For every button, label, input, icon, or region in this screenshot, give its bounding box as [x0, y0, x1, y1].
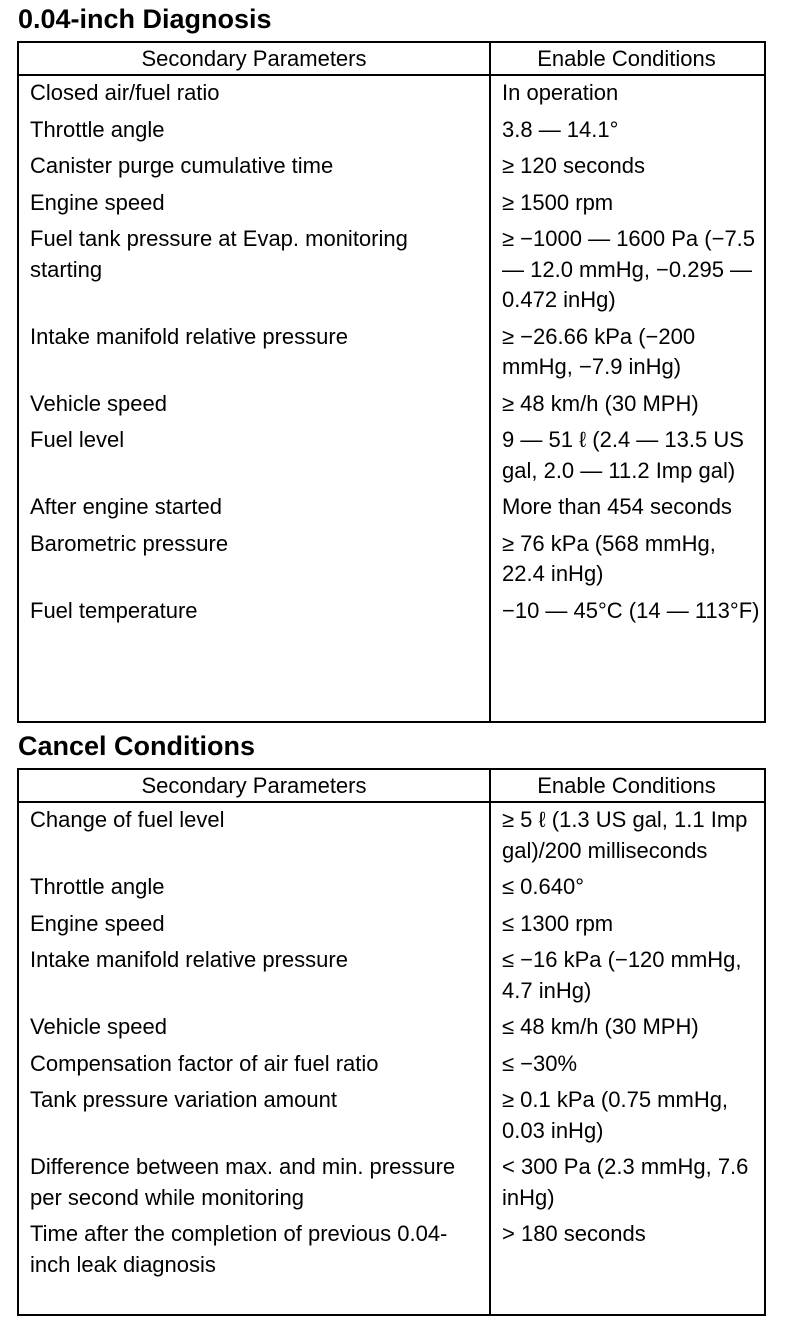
param-cell: Barometric pressure: [30, 530, 229, 556]
cancel-conditions-table: [17, 768, 766, 1316]
condition-cell: 3.8 — 14.1°: [502, 116, 619, 142]
condition-cell: ≤ −30%: [502, 1050, 578, 1076]
param-cell: Throttle angle: [30, 116, 165, 142]
condition-cell: ≥ −26.66 kPa (−200 mmHg, −7.9 inHg): [502, 323, 696, 379]
section-title-diagnosis: 0.04-inch Diagnosis: [18, 4, 272, 34]
table-row: [19, 389, 764, 420]
table-row: [19, 1012, 764, 1043]
param-cell: Time after the completion of previous 0.04-inch leak diagnosis: [30, 1221, 448, 1277]
header-enable-conditions: Enable Conditions: [537, 46, 716, 71]
table-row: [19, 115, 764, 146]
condition-cell: ≤ 1300 rpm: [502, 910, 614, 936]
table-row: [19, 805, 764, 866]
section-title-cancel: Cancel Conditions: [18, 731, 256, 761]
condition-cell: ≥ 5 ℓ (1.3 US gal, 1.1 Imp gal)/200 milliseconds: [502, 807, 748, 863]
table-header: [19, 770, 764, 803]
table-row: [19, 224, 764, 316]
table-row: [19, 322, 764, 383]
param-cell: Tank pressure variation amount: [30, 1087, 337, 1112]
table-row: [19, 492, 764, 523]
condition-cell: ≤ 48 km/h (30 MPH): [502, 1014, 699, 1039]
condition-cell: In operation: [502, 80, 619, 105]
table-row: [19, 1152, 764, 1213]
condition-cell: −10 — 45°C (14 — 113°F): [502, 597, 760, 623]
param-cell: Closed air/fuel ratio: [30, 80, 220, 105]
table-row: [19, 151, 764, 182]
table-row: [19, 425, 764, 486]
param-cell: After engine started: [30, 494, 223, 519]
condition-cell: ≥ 1500 rpm: [502, 189, 614, 215]
param-cell: Difference between max. and min. pressure per second while monitoring: [30, 1154, 456, 1210]
header-enable-conditions: Enable Conditions: [537, 773, 716, 798]
param-cell: Engine speed: [30, 910, 165, 936]
param-cell: Throttle angle: [30, 874, 165, 899]
table-row: [19, 188, 764, 219]
condition-cell: ≥ 76 kPa (568 mmHg, 22.4 inHg): [502, 530, 716, 586]
table-row: [19, 1085, 764, 1146]
param-cell: Intake manifold relative pressure: [30, 323, 348, 349]
table-row: [19, 529, 764, 590]
table-row: [19, 596, 764, 627]
condition-cell: ≤ −16 kPa (−120 mmHg, 4.7 inHg): [502, 947, 742, 1003]
condition-cell: 9 — 51 ℓ (2.4 — 13.5 US gal, 2.0 — 11.2 Imp gal): [502, 427, 744, 483]
param-cell: Canister purge cumulative time: [30, 153, 334, 178]
header-secondary-parameters: Secondary Parameters: [141, 46, 367, 71]
table-row: [19, 909, 764, 940]
param-cell: Change of fuel level: [30, 807, 225, 832]
table-row: [19, 1219, 764, 1280]
condition-cell: > 180 seconds: [502, 1221, 646, 1246]
param-cell: Vehicle speed: [30, 1014, 167, 1039]
table-row: [19, 945, 764, 1006]
table-row: [19, 872, 764, 903]
param-cell: Fuel tank pressure at Evap. monitoring starting: [30, 226, 408, 282]
param-cell: Engine speed: [30, 189, 165, 215]
param-cell: Fuel temperature: [30, 597, 198, 623]
param-cell: Vehicle speed: [30, 390, 167, 416]
enable-conditions-table: [17, 41, 766, 723]
header-secondary-parameters: Secondary Parameters: [141, 773, 367, 798]
condition-cell: ≥ 48 km/h (30 MPH): [502, 390, 699, 416]
condition-cell: ≥ 0.1 kPa (0.75 mmHg, 0.03 inHg): [502, 1087, 729, 1143]
table-row: [19, 1049, 764, 1080]
param-cell: Compensation factor of air fuel ratio: [30, 1050, 379, 1076]
table-header: [19, 43, 764, 76]
condition-cell: ≥ 120 seconds: [502, 153, 645, 178]
param-cell: Intake manifold relative pressure: [30, 947, 348, 972]
condition-cell: ≤ 0.640°: [502, 874, 585, 899]
param-cell: Fuel level: [30, 427, 125, 452]
table-row: [19, 78, 764, 109]
condition-cell: More than 454 seconds: [502, 494, 732, 519]
condition-cell: ≥ −1000 — 1600 Pa (−7.5 — 12.0 mmHg, −0.295 — 0.472 inHg): [502, 226, 756, 312]
condition-cell: < 300 Pa (2.3 mmHg, 7.6 inHg): [502, 1154, 749, 1210]
